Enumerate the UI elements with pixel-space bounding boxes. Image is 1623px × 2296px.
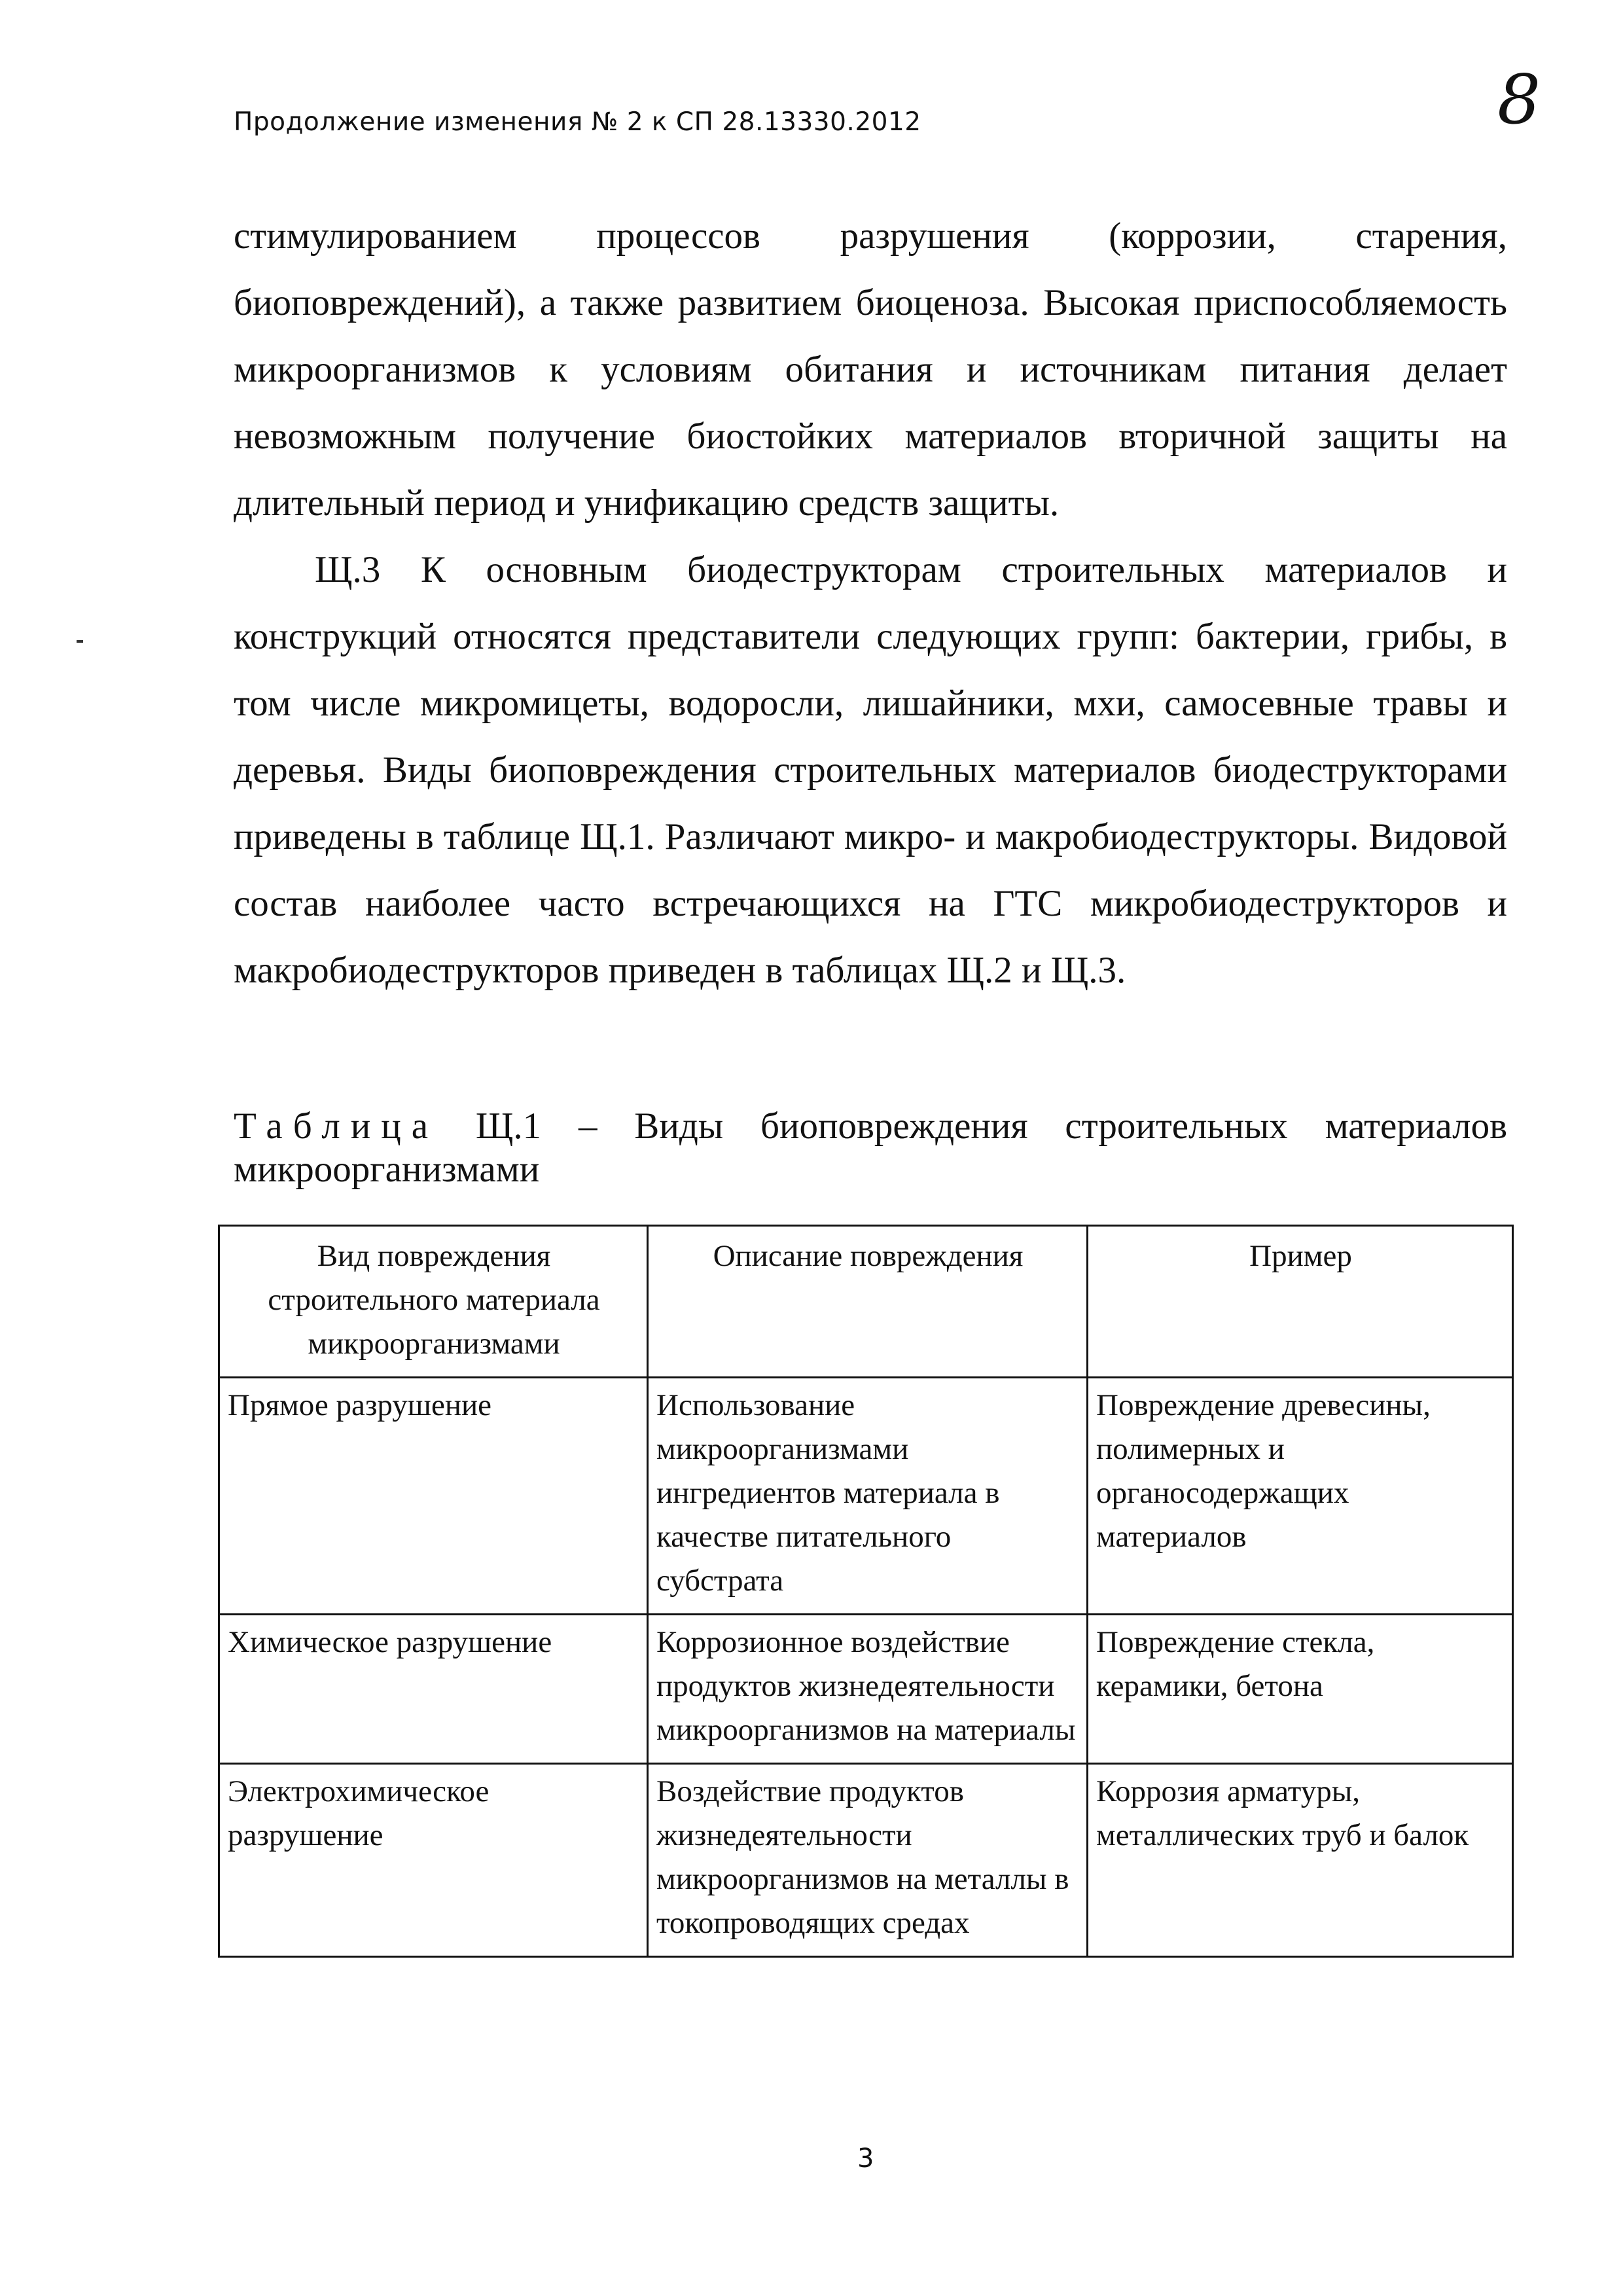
paragraph-section-shch3: Щ.3 К основным биодеструкторам строительных материалов и конструкций относятся представители следующих групп: бактерии, грибы, в том числе микромицеты, водоросли, лишайники, мхи, самосевные травы и деревья. Виды биоповреждения строительных материалов биодеструкторами приведены в таблице Щ.1. Различают микро- и макробиодеструкторы. Видовой состав наиболее часто встречающихся на ГТС микробиодеструкторов и макробиодеструкторов приведен в таблицах Щ.2 и Щ.3.	[234, 549, 1507, 991]
header-example: Пример	[1088, 1226, 1513, 1378]
table-caption-label: Таблица	[234, 1105, 439, 1147]
cell-example: Коррозия арматуры, металлических труб и балок	[1088, 1764, 1513, 1957]
page-number: 3	[857, 2144, 874, 2174]
table-header-row	[219, 1226, 1513, 1378]
cell-damage-type: Химическое разрушение	[219, 1615, 648, 1764]
handwritten-page-mark: 8	[1497, 60, 1541, 139]
cell-example: Повреждение стекла, керамики, бетона	[1088, 1615, 1513, 1764]
table-caption-text: Щ.1 – Виды биоповреждения строительных материалов микроорганизмами	[234, 1105, 1508, 1190]
table-row	[219, 1764, 1513, 1957]
cell-damage-type: Прямое разрушение	[219, 1378, 648, 1615]
header-damage-description: Описание повреждения	[648, 1226, 1088, 1378]
cell-damage-type: Электрохимическое разрушение	[219, 1764, 648, 1957]
cell-example: Повреждение древесины, полимерных и органосодержащих материалов	[1088, 1378, 1513, 1615]
page-header: Продолжение изменения № 2 к СП 28.13330.2012	[234, 107, 921, 137]
biodamage-table	[218, 1225, 1514, 1958]
table-row	[219, 1378, 1513, 1615]
paragraph-continuation: стимулированием процессов разрушения (коррозии, старения, биоповреждений), а также развитием биоценоза. Высокая приспособляемость микроорганизмов к условиям обитания и источникам питания делает невозможным получение биостойких материалов вторичной защиты на длительный период и унификацию средств защиты.	[234, 215, 1507, 524]
cell-damage-description: Использование микроорганизмами ингредиентов материала в качестве питательного субстрата	[648, 1378, 1088, 1615]
table-caption	[234, 1105, 1507, 1191]
cell-damage-description: Коррозионное воздействие продуктов жизнедеятельности микроорганизмов на материалы	[648, 1615, 1088, 1764]
table-row	[219, 1615, 1513, 1764]
cell-damage-description: Воздействие продуктов жизнедеятельности микроорганизмов на металлы в токопроводящих средах	[648, 1764, 1088, 1957]
margin-mark	[77, 640, 83, 643]
header-damage-type: Вид повреждения строительного материала микроорганизмами	[219, 1226, 648, 1378]
